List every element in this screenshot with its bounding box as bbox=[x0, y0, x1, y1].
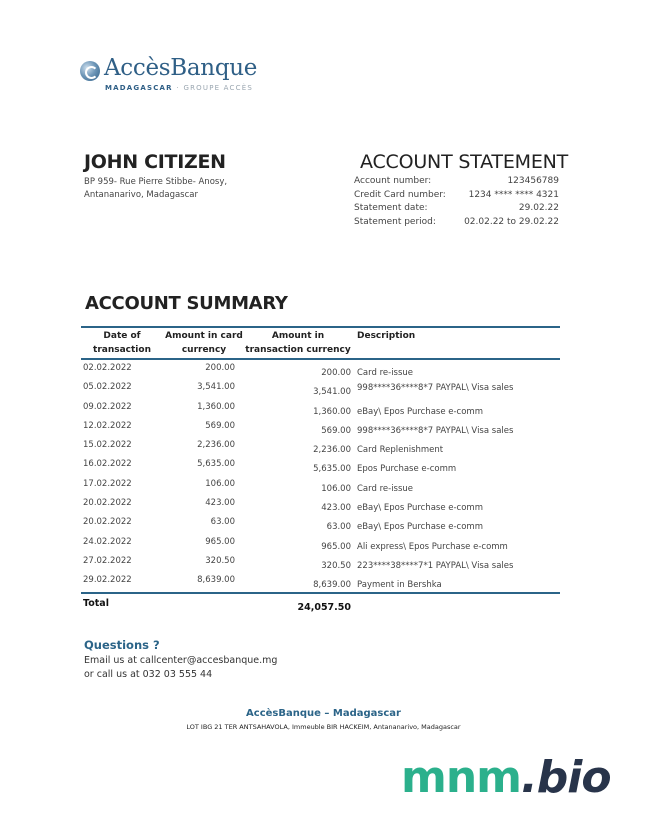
field-label: Account number: bbox=[354, 176, 432, 186]
cell-date: 16.02.2022 bbox=[83, 459, 132, 470]
cell-card-amount: 965.00 bbox=[205, 536, 235, 547]
contact-phone-line: or call us at 032 03 555 44 bbox=[84, 669, 213, 680]
cell-date: 15.02.2022 bbox=[83, 440, 132, 451]
cell-date: 24.02.2022 bbox=[83, 536, 132, 547]
table-bottom-rule bbox=[81, 592, 560, 594]
cell-description: Epos Purchase e-comm bbox=[357, 464, 457, 475]
client-address-line1: BP 959- Rue Pierre Stibbe- Anosy, bbox=[84, 177, 228, 187]
cell-description: eBay\ Epos Purchase e-comm bbox=[357, 522, 483, 533]
logo-tagline bbox=[105, 84, 253, 92]
col-date-header: Date of transaction bbox=[93, 331, 151, 355]
field-label: Credit Card number: bbox=[354, 189, 446, 200]
tagline-country: MADAGASCAR bbox=[105, 84, 173, 92]
cell-description: Card re-issue bbox=[357, 483, 414, 494]
statement-field-date bbox=[354, 202, 559, 216]
logo-wordmark: AccèsBanque bbox=[104, 55, 258, 81]
table-body bbox=[81, 360, 560, 592]
cell-date: 29.02.2022 bbox=[83, 575, 132, 586]
cell-description: Card re-issue bbox=[357, 368, 414, 378]
cell-date: 09.02.2022 bbox=[83, 401, 132, 412]
cell-description: 998****36****8*7 PAYPAL\ Visa sales bbox=[357, 383, 514, 394]
table-row bbox=[81, 556, 560, 575]
summary-title: ACCOUNT SUMMARY bbox=[85, 293, 288, 314]
field-value: 123456789 bbox=[507, 176, 559, 186]
table-row bbox=[81, 498, 560, 517]
cell-card-amount: 63.00 bbox=[210, 517, 235, 528]
cell-tx-amount: 2,236.00 bbox=[313, 445, 351, 456]
cell-date: 20.02.2022 bbox=[83, 517, 132, 528]
cell-tx-amount: 200.00 bbox=[321, 368, 351, 378]
cell-card-amount: 106.00 bbox=[205, 478, 235, 489]
watermark-part1: mnm bbox=[401, 752, 522, 803]
cell-date: 27.02.2022 bbox=[83, 555, 132, 566]
cell-card-amount: 3,541.00 bbox=[197, 382, 235, 393]
table-row bbox=[81, 459, 560, 478]
table-row bbox=[81, 575, 560, 592]
cell-tx-amount: 1,360.00 bbox=[313, 406, 351, 417]
transactions-table bbox=[81, 326, 560, 613]
cell-description: 998****36****8*7 PAYPAL\ Visa sales bbox=[357, 425, 514, 436]
cell-tx-amount: 3,541.00 bbox=[313, 387, 351, 398]
client-address bbox=[84, 176, 227, 202]
cell-description: Payment in Bershka bbox=[357, 580, 442, 591]
table-row bbox=[81, 382, 560, 401]
cell-tx-amount: 423.00 bbox=[321, 503, 351, 514]
cell-card-amount: 2,236.00 bbox=[197, 440, 235, 451]
cell-date: 02.02.2022 bbox=[83, 363, 132, 373]
cell-card-amount: 200.00 bbox=[205, 363, 235, 373]
tagline-group: GROUPE ACCÈS bbox=[183, 84, 253, 92]
total-label: Total bbox=[83, 598, 109, 610]
cell-card-amount: 569.00 bbox=[205, 420, 235, 431]
statement-details bbox=[354, 175, 559, 229]
cell-description: 223****38****7*1 PAYPAL\ Visa sales bbox=[357, 560, 514, 571]
cell-date: 17.02.2022 bbox=[83, 478, 132, 489]
footer-bank-name: AccèsBanque – Madagascar bbox=[246, 708, 401, 719]
col-description-header: Description bbox=[357, 331, 416, 341]
col-card-amount-header: Amount in card currency bbox=[165, 331, 243, 355]
field-value: 1234 **** **** 4321 bbox=[468, 189, 559, 200]
statement-title: ACCOUNT STATEMENT bbox=[360, 151, 569, 173]
questions-title: Questions ? bbox=[84, 638, 160, 652]
cell-description: eBay\ Epos Purchase e-comm bbox=[357, 503, 483, 514]
table-row bbox=[81, 421, 560, 440]
watermark bbox=[401, 752, 611, 803]
cell-description: Card Replenishment bbox=[357, 445, 444, 456]
statement-field-account-number bbox=[354, 175, 559, 189]
cell-tx-amount: 8,639.00 bbox=[313, 580, 351, 591]
contact-email-line: Email us at callcenter@accesbanque.mg bbox=[84, 655, 278, 666]
cell-description: eBay\ Epos Purchase e-comm bbox=[357, 406, 483, 417]
table-row bbox=[81, 537, 560, 556]
field-value: 02.02.22 to 29.02.22 bbox=[464, 216, 559, 227]
watermark-part2: .bio bbox=[521, 752, 611, 803]
cell-card-amount: 423.00 bbox=[205, 498, 235, 509]
table-row bbox=[81, 479, 560, 498]
client-name: JOHN CITIZEN bbox=[84, 151, 226, 173]
total-value: 24,057.50 bbox=[297, 602, 351, 614]
cell-tx-amount: 106.00 bbox=[321, 483, 351, 494]
cell-card-amount: 8,639.00 bbox=[197, 575, 235, 586]
cell-tx-amount: 569.00 bbox=[321, 425, 351, 436]
table-row bbox=[81, 402, 560, 421]
total-row bbox=[81, 598, 560, 613]
table-row bbox=[81, 440, 560, 459]
client-address-line2: Antananarivo, Madagascar bbox=[84, 190, 198, 200]
field-label: Statement date: bbox=[354, 203, 428, 213]
logo-globe-icon bbox=[80, 61, 100, 81]
cell-date: 12.02.2022 bbox=[83, 420, 132, 431]
table-row bbox=[81, 363, 560, 382]
cell-card-amount: 320.50 bbox=[205, 555, 235, 566]
field-label: Statement period: bbox=[354, 216, 436, 227]
cell-tx-amount: 965.00 bbox=[321, 541, 351, 552]
cell-date: 20.02.2022 bbox=[83, 498, 132, 509]
statement-field-card-number bbox=[354, 189, 559, 203]
cell-tx-amount: 63.00 bbox=[326, 522, 351, 533]
cell-card-amount: 1,360.00 bbox=[197, 401, 235, 412]
tagline-separator: · bbox=[176, 84, 180, 92]
cell-tx-amount: 320.50 bbox=[321, 560, 351, 571]
cell-card-amount: 5,635.00 bbox=[197, 459, 235, 470]
field-value: 29.02.22 bbox=[518, 203, 559, 213]
table-header bbox=[81, 328, 560, 358]
cell-description: Ali express\ Epos Purchase e-comm bbox=[357, 541, 508, 552]
cell-date: 05.02.2022 bbox=[83, 382, 132, 393]
cell-tx-amount: 5,635.00 bbox=[313, 464, 351, 475]
col-tx-amount-header: Amount in transaction currency bbox=[245, 331, 351, 355]
table-row bbox=[81, 517, 560, 536]
footer-address: LOT IBG 21 TER ANTSAHAVOLA, Immeuble BIR HACKEIM, Antananarivo, Madagascar bbox=[186, 723, 461, 731]
statement-field-period bbox=[354, 216, 559, 230]
